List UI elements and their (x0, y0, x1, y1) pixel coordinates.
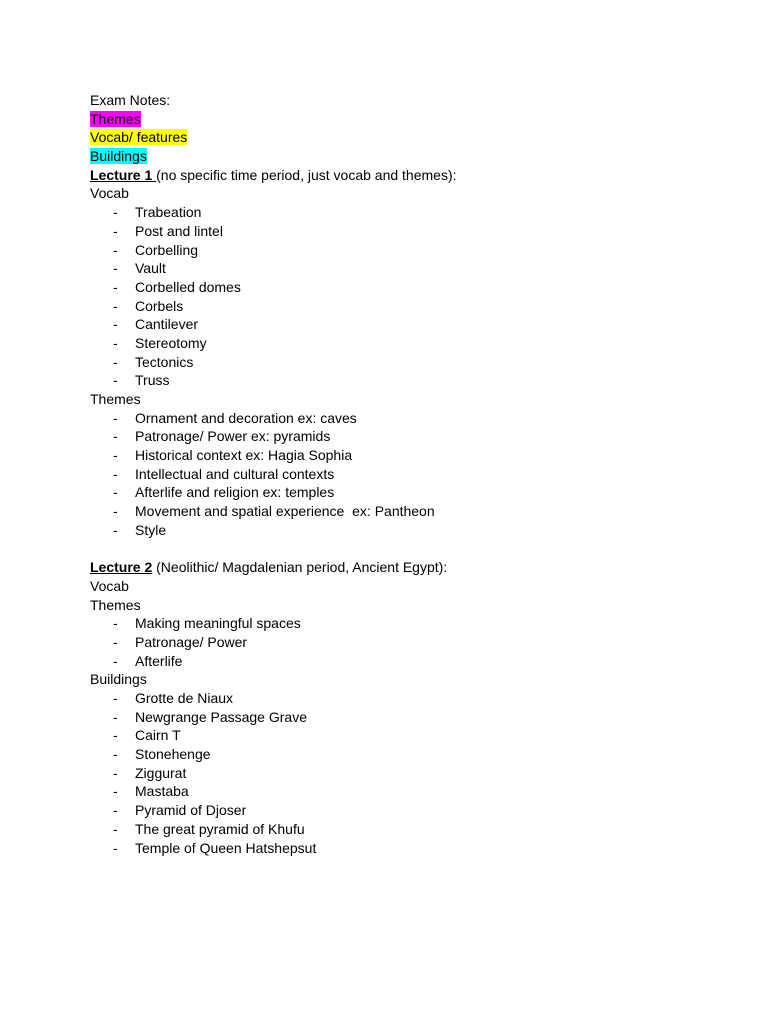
list-item-label: Cantilever (135, 316, 199, 333)
list-item-label: Newgrange Passage Grave (135, 708, 307, 725)
list-item-label: Stonehenge (135, 746, 211, 763)
dash-bullet: - (113, 652, 118, 669)
list-item-label: Corbelled domes (135, 278, 241, 295)
list-item-label: Temple of Queen Hatshepsut (135, 839, 317, 856)
lecture2-title: Lecture 2 (90, 559, 153, 576)
list-item (90, 614, 730, 633)
dash-bullet: - (113, 708, 118, 725)
list-item (90, 726, 730, 745)
lecture2-buildings-heading: Buildings (90, 671, 147, 688)
legend-vocab-label: Vocab/ features (90, 129, 188, 146)
dash-bullet: - (113, 297, 118, 314)
list-item (90, 409, 730, 428)
dash-bullet: - (113, 783, 118, 800)
list-item (90, 241, 730, 260)
list-item (90, 801, 730, 820)
list-item (90, 839, 730, 858)
dash-bullet: - (113, 447, 118, 464)
list-item-label: Vault (135, 260, 166, 277)
dash-bullet: - (113, 521, 118, 538)
list-item-label: Intellectual and cultural contexts (135, 465, 335, 482)
list-item (90, 259, 730, 278)
list-item (90, 764, 730, 783)
list-item (90, 782, 730, 801)
dash-bullet: - (113, 615, 118, 632)
lecture2-vocab-heading: Vocab (90, 577, 129, 594)
list-item (90, 297, 730, 316)
list-item-label: Grotte de Niaux (135, 690, 234, 706)
legend-buildings-label: Buildings (90, 148, 147, 165)
list-item-label: Making meaningful spaces (135, 615, 301, 632)
dash-bullet: - (113, 746, 118, 763)
document-body (90, 91, 730, 857)
list-item (90, 203, 730, 222)
lecture1-vocab-heading: Vocab (90, 185, 129, 202)
list-item (90, 315, 730, 334)
list-item (90, 278, 730, 297)
list-item-label: Corbelling (135, 241, 199, 258)
lecture2-themes-heading: Themes (90, 596, 141, 613)
list-item (90, 353, 730, 372)
document-title: Exam Notes: (90, 92, 171, 108)
dash-bullet: - (113, 278, 118, 295)
dash-bullet: - (113, 372, 118, 389)
list-item-label: Style (135, 521, 167, 538)
list-item (90, 465, 730, 484)
list-item-label: Ziggurat (135, 764, 187, 781)
lecture1-themes-heading: Themes (90, 391, 141, 407)
legend-vocab (90, 128, 730, 147)
dash-bullet: - (113, 465, 118, 482)
list-item-label: Stereotomy (135, 334, 207, 351)
list-item (90, 820, 730, 839)
legend-themes-label: Themes (90, 110, 141, 127)
list-item-label: Pyramid of Djoser (135, 802, 247, 819)
list-item (90, 521, 730, 540)
list-item-label: Corbels (135, 297, 184, 314)
list-item (90, 652, 730, 671)
dash-bullet: - (113, 503, 118, 520)
list-item-label: Ornament and decoration ex: caves (135, 409, 357, 426)
list-item (90, 633, 730, 652)
blank-line (90, 540, 730, 559)
dash-bullet: - (113, 802, 118, 819)
lecture2-heading (90, 558, 730, 577)
list-item (90, 708, 730, 727)
dash-bullet: - (113, 727, 118, 744)
dash-bullet: - (113, 633, 118, 650)
list-item (90, 689, 730, 708)
list-item-label: Patronage/ Power (135, 633, 248, 650)
dash-bullet: - (113, 204, 118, 221)
lecture1-heading (90, 166, 730, 185)
lecture2-subtitle: (Neolithic/ Magdalenian period, Ancient Egypt): (152, 559, 448, 576)
lecture1-subtitle: (no specific time period, just vocab and themes): (156, 166, 457, 183)
dash-bullet: - (113, 409, 118, 426)
list-item (90, 334, 730, 353)
dash-bullet: - (113, 839, 118, 856)
dash-bullet: - (113, 428, 118, 445)
list-item (90, 446, 730, 465)
list-item-label: Afterlife and religion ex: temples (135, 484, 335, 501)
list-item-label: Historical context ex: Hagia Sophia (135, 447, 353, 464)
lecture2-buildings-list (90, 689, 730, 857)
list-item (90, 222, 730, 241)
list-item-label: Cairn T (135, 727, 181, 744)
list-item-label: The great pyramid of Khufu (135, 820, 305, 837)
list-item-label: Afterlife (135, 652, 183, 669)
legend-buildings (90, 147, 730, 166)
list-item-label: Tectonics (135, 353, 194, 370)
dash-bullet: - (113, 764, 118, 781)
list-item-label: Movement and spatial experience ex: Pantheon (135, 503, 435, 520)
list-item (90, 427, 730, 446)
list-item (90, 745, 730, 764)
dash-bullet: - (113, 353, 118, 370)
dash-bullet: - (113, 690, 118, 706)
list-item-label: Truss (135, 372, 170, 389)
dash-bullet: - (113, 484, 118, 501)
list-item (90, 371, 730, 390)
dash-bullet: - (113, 316, 118, 333)
dash-bullet: - (113, 222, 118, 239)
lecture1-vocab-list (90, 203, 730, 390)
list-item (90, 483, 730, 502)
dash-bullet: - (113, 334, 118, 351)
lecture1-themes-list (90, 409, 730, 540)
list-item-label: Mastaba (135, 783, 189, 800)
legend-themes (90, 110, 730, 129)
dash-bullet: - (113, 241, 118, 258)
list-item-label: Patronage/ Power ex: pyramids (135, 428, 331, 445)
list-item-label: Trabeation (135, 204, 202, 221)
list-item-label: Post and lintel (135, 222, 223, 239)
lecture2-themes-list (90, 614, 730, 670)
lecture1-title: Lecture 1 (90, 166, 157, 183)
dash-bullet: - (113, 820, 118, 837)
dash-bullet: - (113, 260, 118, 277)
list-item (90, 502, 730, 521)
